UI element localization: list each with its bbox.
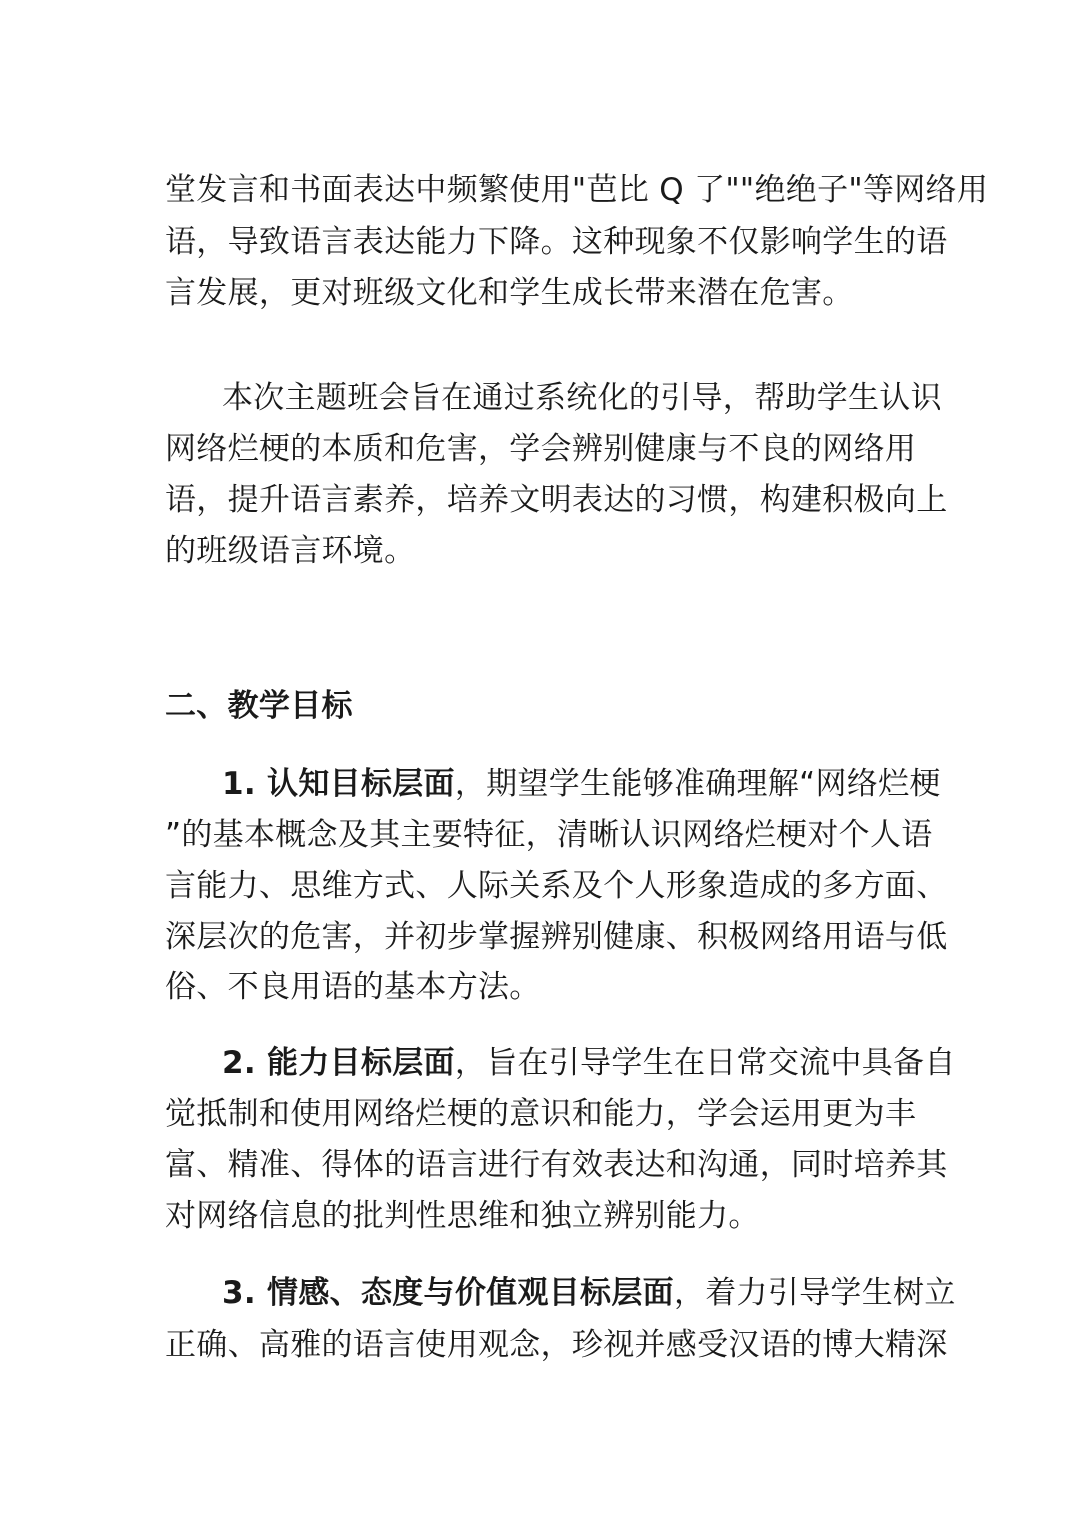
intro-p2-line-1: 本次主题班会旨在通过系统化的引导，帮助学生认识 xyxy=(222,380,942,416)
goal1-line-5: 俗、不良用语的基本方法。 xyxy=(165,969,541,1005)
section-heading: 二、教学目标 xyxy=(165,688,353,724)
goal3-title: 3. 情感、态度与价值观目标层面 xyxy=(222,1275,674,1311)
goal3-line-2: 正确、高雅的语言使用观念，珍视并感受汉语的博大精深 xyxy=(165,1327,948,1363)
goal1-line-2: ”的基本概念及其主要特征，清晰认识网络烂梗对个人语 xyxy=(165,817,933,853)
goal1-line-4: 深层次的危害，并初步掌握辨别健康、积极网络用语与低 xyxy=(165,919,948,955)
intro-p2-line-2: 网络烂梗的本质和危害，学会辨别健康与不良的网络用 xyxy=(165,431,917,467)
goal1-line-1-rest: ，期望学生能够准确理解“网络烂梗 xyxy=(454,766,941,802)
goal2-line-1-rest: ，旨在引导学生在日常交流中具备自 xyxy=(454,1045,956,1081)
goal2-line-2: 觉抵制和使用网络烂梗的意识和能力，学会运用更为丰 xyxy=(165,1096,917,1132)
intro-p2-line-4: 的班级语言环境。 xyxy=(165,533,416,569)
goal2-line-1 xyxy=(222,1043,956,1083)
goal1-line-1 xyxy=(222,764,941,804)
intro-p1-line-3: 言发展，更对班级文化和学生成长带来潜在危害。 xyxy=(165,275,854,311)
goal2-line-4: 对网络信息的批判性思维和独立辨别能力。 xyxy=(165,1198,760,1234)
intro-p1-line-2: 语，导致语言表达能力下降。这种现象不仅影响学生的语 xyxy=(165,224,948,260)
intro-p1-line-1: 堂发言和书面表达中频繁使用"芭比 Q 了""绝绝子"等网络用 xyxy=(165,172,989,208)
goal1-line-3: 言能力、思维方式、人际关系及个人形象造成的多方面、 xyxy=(165,868,948,904)
goal3-line-1 xyxy=(222,1273,956,1313)
intro-p2-line-3: 语，提升语言素养，培养文明表达的习惯，构建积极向上 xyxy=(165,482,948,518)
goal2-title: 2. 能力目标层面 xyxy=(222,1045,455,1081)
goal1-title: 1. 认知目标层面 xyxy=(222,766,455,802)
goal2-line-3: 富、精准、得体的语言进行有效表达和沟通，同时培养其 xyxy=(165,1147,948,1183)
goal3-line-1-rest: ，着力引导学生树立 xyxy=(673,1275,956,1311)
